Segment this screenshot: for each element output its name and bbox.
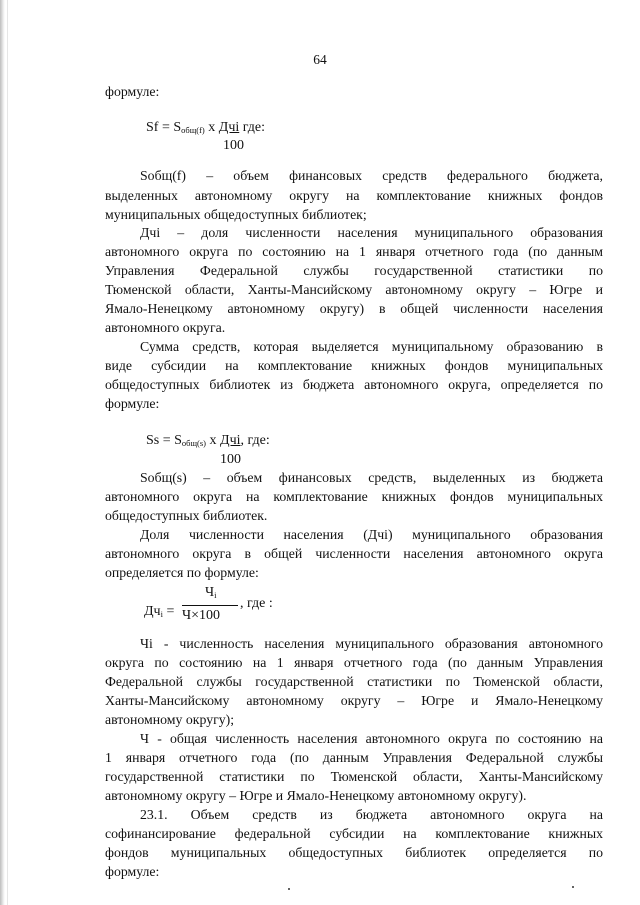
formula-sf bbox=[146, 120, 265, 138]
text-line: общедоступных библиотек из бюджета автономного округа, определяется по bbox=[105, 377, 603, 392]
text-line: Sобщ(s) – объем финансовых средств, выделенных из бюджета bbox=[140, 470, 603, 485]
text-line: формуле: bbox=[105, 864, 160, 879]
text-line: 23.1. Объем средств из бюджета автономного округа на bbox=[140, 807, 603, 822]
text-line: виде субсидии на комплектование книжных фондов муниципальных bbox=[105, 358, 603, 373]
text-line: Тюменской области, Ханты-Мансийскому автономному округу – Югре и bbox=[105, 282, 603, 297]
formula-text: x bbox=[206, 433, 221, 448]
text-line: выделенных автономному округу на комплектование книжных фондов bbox=[105, 188, 603, 203]
text-line: Ч - общая численность населения автономного округа по состоянию на bbox=[140, 731, 603, 746]
text-line: формуле: bbox=[105, 84, 160, 99]
scan-edge bbox=[0, 0, 5, 905]
text-line: определяется по формуле: bbox=[105, 565, 259, 580]
formula-denominator: 100 bbox=[220, 452, 241, 467]
text-line: автономного округа на комплектование книжных фондов муниципальных bbox=[105, 489, 603, 504]
text-line: автономному округу – Югре и Ямало-Ненецкому автономному округу). bbox=[105, 788, 527, 803]
text-line: формуле: bbox=[105, 396, 160, 411]
formula-share-lhs bbox=[144, 604, 174, 620]
formula-text: Sf = S bbox=[146, 120, 182, 135]
formula-text: x bbox=[204, 120, 219, 135]
text-line: фондов муниципальных общедоступных библиотек определяется по bbox=[105, 845, 603, 860]
text-line: Сумма средств, которая выделяется муниципальному образованию в bbox=[140, 339, 603, 354]
formula-share-denominator: Ч×100 bbox=[182, 608, 220, 623]
formula-ss bbox=[146, 433, 270, 451]
scan-speck bbox=[288, 888, 290, 890]
formula-share-numerator bbox=[205, 585, 216, 601]
formula-subscript: общ(f) bbox=[181, 125, 205, 135]
text-line: автономного округа в общей численности населения автономного округа bbox=[105, 546, 603, 561]
formula-denominator: 100 bbox=[223, 138, 244, 153]
text-line: Дчi – доля численности населения муниципального образования bbox=[140, 225, 603, 240]
formula-text: где: bbox=[239, 120, 266, 135]
page-number: 64 bbox=[313, 52, 327, 67]
formula-text: Дч bbox=[144, 604, 161, 619]
text-line: государственной статистики по Тюменской области, Ханты-Мансийскому bbox=[105, 769, 603, 784]
fraction-bar bbox=[182, 605, 238, 606]
formula-subscript: i bbox=[160, 609, 163, 619]
text-line: софинансирование федеральной субсидии на комплектование книжных bbox=[105, 826, 603, 841]
formula-subscript: общ(s) bbox=[181, 438, 207, 448]
scan-edge-line bbox=[7, 0, 8, 905]
text-line: 1 января отчетного года (по данным Управления Федеральной службы bbox=[105, 750, 603, 765]
text-line: округа по состоянию на 1 января отчетного года (по данным Управления bbox=[105, 655, 603, 670]
scan-speck bbox=[572, 886, 574, 888]
text-line: автономного округа. bbox=[105, 320, 226, 335]
formula-numerator: Дчi bbox=[218, 120, 240, 135]
formula-text: Ss = S bbox=[146, 433, 182, 448]
formula-subscript: i bbox=[214, 590, 217, 600]
formula-text: Ч bbox=[205, 585, 215, 600]
text-line: Ямало-Ненецкому автономному округу) в общей численности населения bbox=[105, 301, 603, 316]
formula-text: , где: bbox=[240, 433, 270, 448]
text-line: Доля численности населения (Дчi) муниципального образования bbox=[140, 527, 603, 542]
text-line: Чi - численность населения муниципального образования автономного bbox=[140, 636, 603, 651]
text-line: Федеральной службы государственной статистики по Тюменской области, bbox=[105, 674, 603, 689]
formula-text: = bbox=[162, 604, 175, 619]
text-line: автономному округу); bbox=[105, 712, 235, 727]
text-line: муниципальных общедоступных библиотек; bbox=[105, 207, 367, 222]
formula-numerator: Дчi bbox=[220, 433, 241, 448]
text-line: общедоступных библиотек. bbox=[105, 508, 268, 523]
text-line: Управления Федеральной службы государственной статистики по bbox=[105, 263, 603, 278]
text-line: Sобщ(f) – объем финансовых средств федерального бюджета, bbox=[140, 168, 603, 183]
formula-text: , где : bbox=[240, 596, 273, 611]
text-line: автономного округа по состоянию на 1 января отчетного года (по данным bbox=[105, 244, 603, 259]
text-line: Ханты-Мансийскому автономному округу – Югре и Ямало-Ненецкому bbox=[105, 693, 603, 708]
